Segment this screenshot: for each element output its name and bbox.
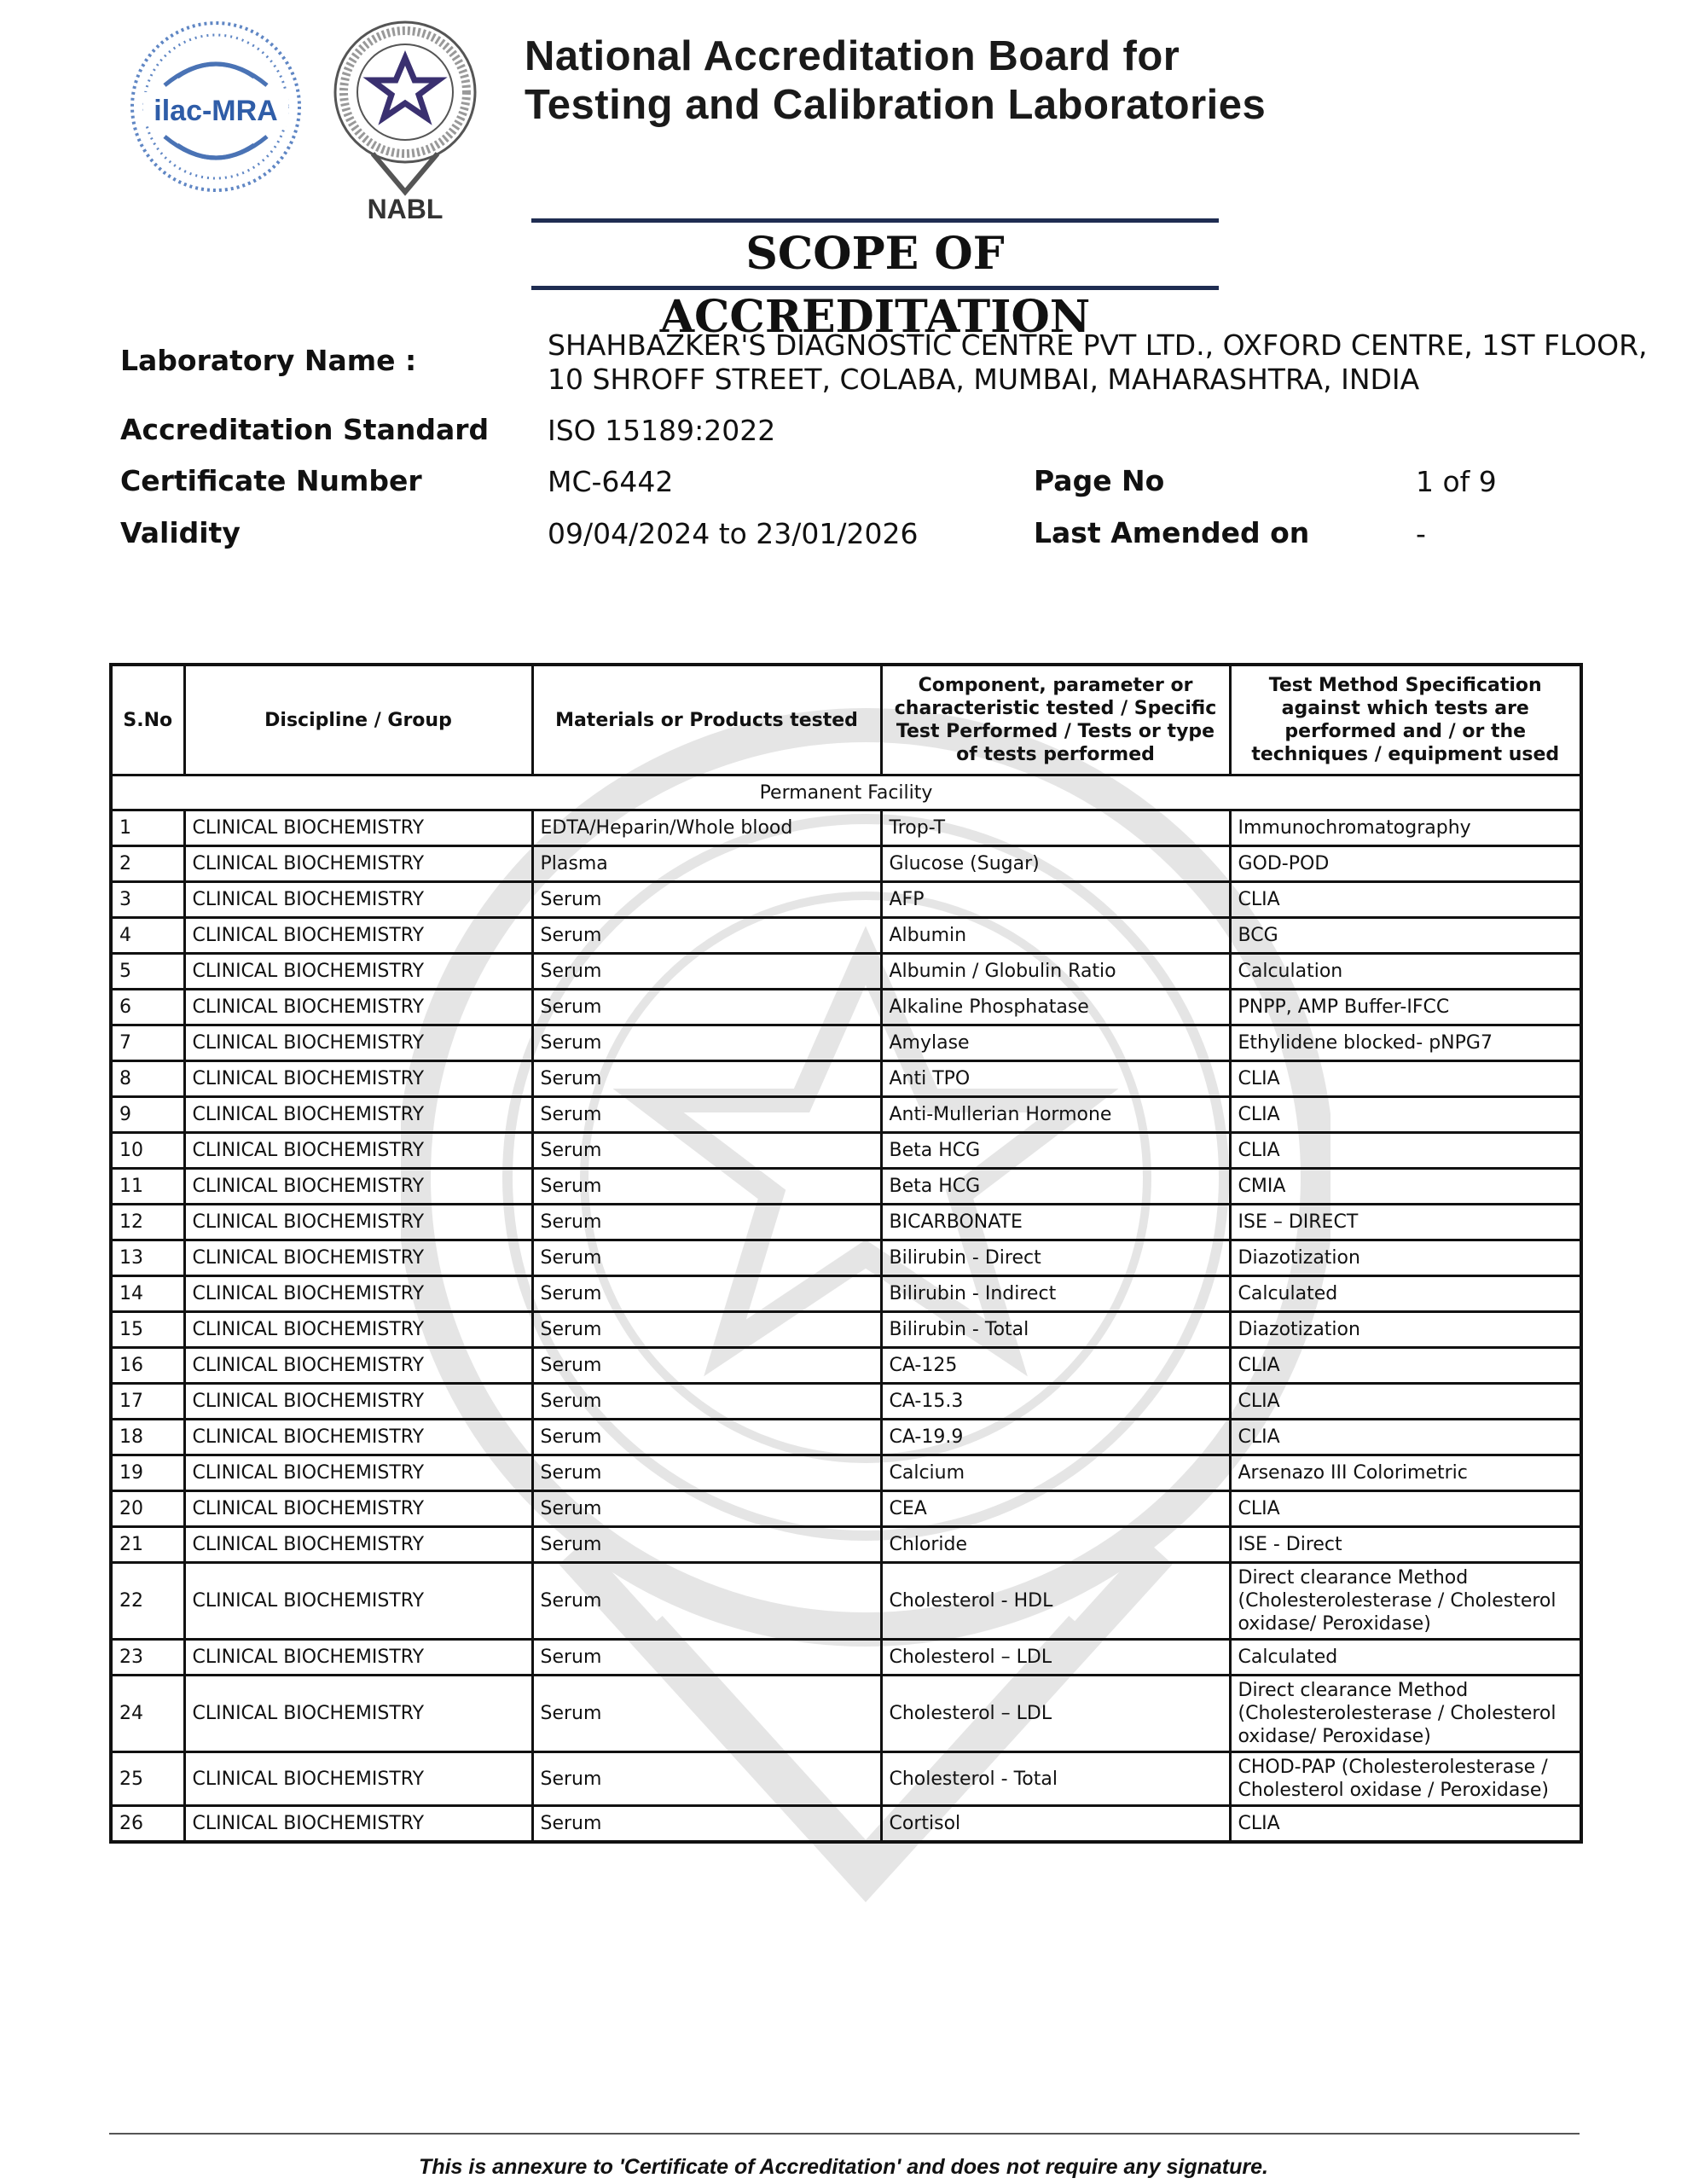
cell-sno: 17 [111,1384,184,1420]
cell-material: Serum [532,1133,881,1169]
lab-name-line2: 10 SHROFF STREET, COLABA, MUMBAI, MAHARASHTRA, INDIA [548,363,1420,396]
header-component: Component, parameter or characteristic tested / Specific Test Performed / Tests or type of tests performed [881,665,1230,775]
cell-material: Serum [532,1205,881,1240]
cell-sno: 1 [111,810,184,846]
header-discipline: Discipline / Group [184,665,532,775]
standard-value: ISO 15189:2022 [548,414,776,447]
cell-discipline: CLINICAL BIOCHEMISTRY [184,1563,532,1640]
cell-method: CLIA [1230,1133,1581,1169]
lab-name-label: Laboratory Name : [120,344,417,377]
cell-sno: 23 [111,1640,184,1676]
cell-method: Direct clearance Method (Cholesterolesterase / Cholesterol oxidase/ Peroxidase) [1230,1563,1581,1640]
cell-discipline: CLINICAL BIOCHEMISTRY [184,1276,532,1312]
cell-component: Cholesterol – LDL [881,1640,1230,1676]
table-row [111,1491,1581,1527]
cell-sno: 12 [111,1205,184,1240]
table-row [111,918,1581,954]
table-row [111,1527,1581,1563]
cell-discipline: CLINICAL BIOCHEMISTRY [184,1384,532,1420]
cell-material: Serum [532,1312,881,1348]
cell-method: ISE - Direct [1230,1527,1581,1563]
header-sno: S.No [111,665,184,775]
cell-component: Trop-T [881,810,1230,846]
certificate-value: MC-6442 [548,465,674,498]
facility-label: Permanent Facility [111,775,1581,810]
cell-component: Chloride [881,1527,1230,1563]
cell-material: Serum [532,1061,881,1097]
page-no-label: Page No [1034,464,1165,497]
table-row [111,1563,1581,1640]
cell-sno: 22 [111,1563,184,1640]
cell-component: Cholesterol – LDL [881,1676,1230,1752]
scope-table [109,663,1583,1844]
cell-method: CLIA [1230,1806,1581,1843]
cell-sno: 26 [111,1806,184,1843]
cell-sno: 20 [111,1491,184,1527]
cell-component: Bilirubin - Indirect [881,1276,1230,1312]
cell-method: CLIA [1230,1348,1581,1384]
cell-discipline: CLINICAL BIOCHEMISTRY [184,918,532,954]
footer-divider [109,2133,1580,2135]
cell-sno: 3 [111,882,184,918]
cell-method: CHOD-PAP (Cholesterolesterase / Cholesterol oxidase / Peroxidase) [1230,1752,1581,1806]
table-row [111,1640,1581,1676]
table-row [111,1312,1581,1348]
cell-material: Serum [532,1097,881,1133]
table-row [111,1205,1581,1240]
cell-discipline: CLINICAL BIOCHEMISTRY [184,1527,532,1563]
cell-component: Glucose (Sugar) [881,846,1230,882]
table-row [111,1169,1581,1205]
table-row [111,810,1581,846]
cell-component: AFP [881,882,1230,918]
cell-method: Calculated [1230,1276,1581,1312]
cell-material: Serum [532,1527,881,1563]
ilac-logo-text: ilac-MRA [154,95,278,127]
table-row [111,1240,1581,1276]
cell-discipline: CLINICAL BIOCHEMISTRY [184,1169,532,1205]
cell-method: ISE – DIRECT [1230,1205,1581,1240]
cell-component: BICARBONATE [881,1205,1230,1240]
cell-method: Immunochromatography [1230,810,1581,846]
cell-component: CA-125 [881,1348,1230,1384]
cell-sno: 19 [111,1455,184,1491]
cell-component: Beta HCG [881,1133,1230,1169]
cell-method: CMIA [1230,1169,1581,1205]
cell-material: Plasma [532,846,881,882]
cell-method: Calculation [1230,954,1581,990]
cell-sno: 16 [111,1348,184,1384]
footer-note: This is annexure to 'Certificate of Accreditation' and does not require any signature. [419,2155,1268,2179]
cell-material: Serum [532,1348,881,1384]
cell-discipline: CLINICAL BIOCHEMISTRY [184,810,532,846]
table-row [111,1061,1581,1097]
cell-discipline: CLINICAL BIOCHEMISTRY [184,1061,532,1097]
cell-sno: 24 [111,1676,184,1752]
cell-sno: 2 [111,846,184,882]
cell-material: Serum [532,882,881,918]
cell-component: Bilirubin - Total [881,1312,1230,1348]
table-row [111,1133,1581,1169]
cell-sno: 7 [111,1025,184,1061]
cell-component: Cortisol [881,1806,1230,1843]
cell-method: Calculated [1230,1640,1581,1676]
table-row [111,1752,1581,1806]
cell-discipline: CLINICAL BIOCHEMISTRY [184,1025,532,1061]
lab-name-line1: SHAHBAZKER'S DIAGNOSTIC CENTRE PVT LTD., OXFORD CENTRE, 1ST FLOOR, [548,328,1648,362]
validity-label: Validity [120,516,241,549]
cell-sno: 8 [111,1061,184,1097]
cell-material: Serum [532,1491,881,1527]
cell-method: Arsenazo III Colorimetric [1230,1455,1581,1491]
header-method: Test Method Specification against which tests are performed and / or the techniques / equipment used [1230,665,1581,775]
cell-discipline: CLINICAL BIOCHEMISTRY [184,1240,532,1276]
cell-material: Serum [532,918,881,954]
cell-material: Serum [532,1640,881,1676]
cell-method: Diazotization [1230,1312,1581,1348]
cell-component: Anti TPO [881,1061,1230,1097]
table-row [111,1025,1581,1061]
table-row [111,1097,1581,1133]
cell-component: Amylase [881,1025,1230,1061]
cell-material: Serum [532,1276,881,1312]
cell-component: Cholesterol - HDL [881,1563,1230,1640]
table-row [111,1676,1581,1752]
cell-material: Serum [532,990,881,1025]
ilac-mra-logo [126,17,305,196]
cell-sno: 4 [111,918,184,954]
cell-discipline: CLINICAL BIOCHEMISTRY [184,846,532,882]
last-amended-value: - [1416,517,1426,550]
cell-discipline: CLINICAL BIOCHEMISTRY [184,990,532,1025]
cell-material: Serum [532,1384,881,1420]
cell-discipline: CLINICAL BIOCHEMISTRY [184,1420,532,1455]
page-no-value: 1 of 9 [1416,465,1497,498]
cell-sno: 21 [111,1527,184,1563]
last-amended-label: Last Amended on [1034,516,1310,549]
cell-sno: 10 [111,1133,184,1169]
table-row [111,1348,1581,1384]
cell-discipline: CLINICAL BIOCHEMISTRY [184,1676,532,1752]
validity-value: 09/04/2024 to 23/01/2026 [548,517,919,550]
cell-sno: 18 [111,1420,184,1455]
cell-discipline: CLINICAL BIOCHEMISTRY [184,882,532,918]
cell-method: CLIA [1230,1061,1581,1097]
table-row [111,1276,1581,1312]
cell-material: Serum [532,1806,881,1843]
table-row [111,846,1581,882]
cell-method: CLIA [1230,882,1581,918]
cell-method: PNPP, AMP Buffer-IFCC [1230,990,1581,1025]
facility-row [111,775,1581,810]
cell-discipline: CLINICAL BIOCHEMISTRY [184,1640,532,1676]
cell-sno: 9 [111,1097,184,1133]
header-materials: Materials or Products tested [532,665,881,775]
cell-component: Cholesterol - Total [881,1752,1230,1806]
page-title: SCOPE OF ACCREDITATION [531,218,1219,290]
cell-discipline: CLINICAL BIOCHEMISTRY [184,1806,532,1843]
organization-name-line2: Testing and Calibration Laboratories [525,82,1267,128]
nabl-logo-text: NABL [367,194,443,222]
cell-material: Serum [532,1752,881,1806]
cell-material: Serum [532,1563,881,1640]
cell-component: Albumin [881,918,1230,954]
table-row [111,1420,1581,1455]
cell-material: Serum [532,1455,881,1491]
table-row [111,882,1581,918]
cell-discipline: CLINICAL BIOCHEMISTRY [184,1348,532,1384]
cell-component: CEA [881,1491,1230,1527]
table-row [111,1384,1581,1420]
cell-method: CLIA [1230,1420,1581,1455]
cell-discipline: CLINICAL BIOCHEMISTRY [184,1752,532,1806]
cell-discipline: CLINICAL BIOCHEMISTRY [184,1097,532,1133]
cell-material: Serum [532,1240,881,1276]
organization-name-line1: National Accreditation Board for [525,33,1180,79]
cell-component: CA-19.9 [881,1420,1230,1455]
table-row [111,1806,1581,1843]
cell-method: Diazotization [1230,1240,1581,1276]
cell-material: EDTA/Heparin/Whole blood [532,810,881,846]
cell-method: GOD-POD [1230,846,1581,882]
cell-component: CA-15.3 [881,1384,1230,1420]
cell-component: Beta HCG [881,1169,1230,1205]
cell-material: Serum [532,1025,881,1061]
cell-method: Ethylidene blocked- pNPG7 [1230,1025,1581,1061]
cell-sno: 11 [111,1169,184,1205]
cell-discipline: CLINICAL BIOCHEMISTRY [184,1205,532,1240]
cell-method: BCG [1230,918,1581,954]
table-row [111,1455,1581,1491]
cell-component: Albumin / Globulin Ratio [881,954,1230,990]
cell-discipline: CLINICAL BIOCHEMISTRY [184,1312,532,1348]
cell-sno: 5 [111,954,184,990]
cell-material: Serum [532,1420,881,1455]
table-row [111,990,1581,1025]
cell-sno: 13 [111,1240,184,1276]
table-header-row [111,665,1581,775]
cell-component: Anti-Mullerian Hormone [881,1097,1230,1133]
cell-material: Serum [532,1676,881,1752]
standard-label: Accreditation Standard [120,413,490,446]
cell-discipline: CLINICAL BIOCHEMISTRY [184,1133,532,1169]
cell-sno: 15 [111,1312,184,1348]
cell-material: Serum [532,954,881,990]
nabl-logo [328,17,482,222]
cell-component: Alkaline Phosphatase [881,990,1230,1025]
certificate-label: Certificate Number [120,464,422,497]
cell-method: Direct clearance Method (Cholesterolesterase / Cholesterol oxidase/ Peroxidase) [1230,1676,1581,1752]
cell-sno: 14 [111,1276,184,1312]
cell-discipline: CLINICAL BIOCHEMISTRY [184,1491,532,1527]
cell-sno: 25 [111,1752,184,1806]
cell-method: CLIA [1230,1384,1581,1420]
cell-discipline: CLINICAL BIOCHEMISTRY [184,954,532,990]
cell-discipline: CLINICAL BIOCHEMISTRY [184,1455,532,1491]
table-row [111,954,1581,990]
cell-component: Bilirubin - Direct [881,1240,1230,1276]
cell-method: CLIA [1230,1491,1581,1527]
cell-sno: 6 [111,990,184,1025]
cell-material: Serum [532,1169,881,1205]
cell-method: CLIA [1230,1097,1581,1133]
organization-name [525,32,1377,130]
cell-component: Calcium [881,1455,1230,1491]
